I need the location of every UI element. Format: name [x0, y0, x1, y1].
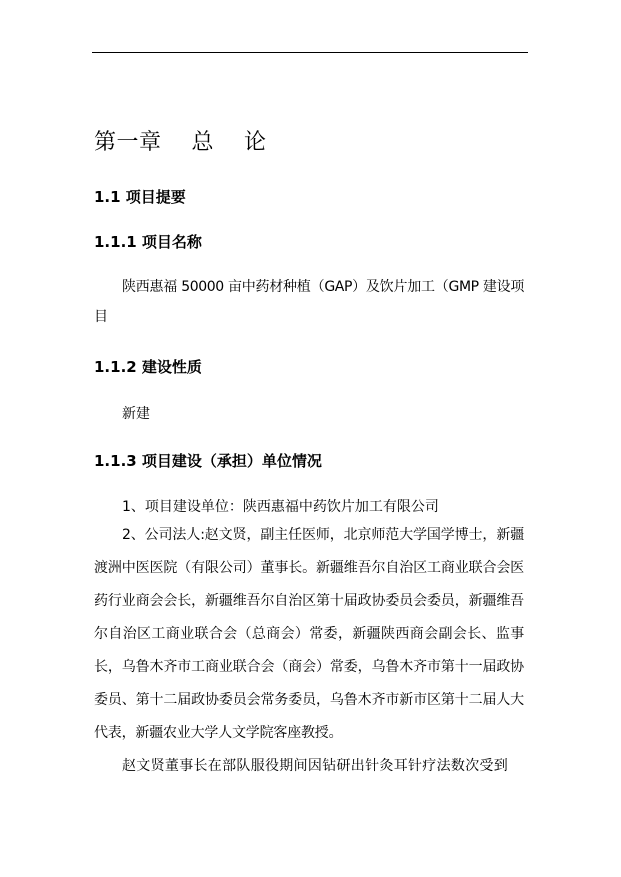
chapter-title: 第一章 总 论	[94, 130, 267, 155]
unit-item-2: 2、公司法人:赵文贤，副主任医师，北京师范大学国学博士，新疆渡洲中医医院（有限公司）董事长。新疆维吾尔自治区工商业联合会医药行业商会会长，新疆维吾尔自治区第十届政协委员会委员，新疆维吾尔自治区工商业联合会（总商会）常委，新疆陕西商会副会长、监事长，乌鲁木齐市工商业联合会（商会）常委，乌鲁木齐市第十一届政协委员、第十二届政协委员会常务委员，乌鲁木齐市新市区第十二届人大代表，新疆农业大学人文学院客座教授。	[94, 527, 524, 741]
unit-item-1: 1、项目建设单位：陕西惠福中药饮片加工有限公司	[122, 499, 439, 515]
section-heading-1-1-1: 1.1.1 项目名称	[94, 233, 202, 251]
header-rule	[92, 52, 528, 53]
chairman-paragraph: 赵文贤董事长在部队服役期间因钻研出针灸耳针疗法数次受到	[122, 758, 509, 774]
section-heading-1-1-2: 1.1.2 建设性质	[94, 358, 202, 376]
project-name-text: 陕西惠福 50000 亩中药材种植（GAP）及饮片加工（GMP 建设项目	[94, 279, 524, 325]
construction-nature-text: 新建	[122, 406, 150, 422]
section-heading-1-1: 1.1 项目提要	[94, 188, 186, 206]
section-heading-1-1-3: 1.1.3 项目建设（承担）单位情况	[94, 452, 322, 470]
